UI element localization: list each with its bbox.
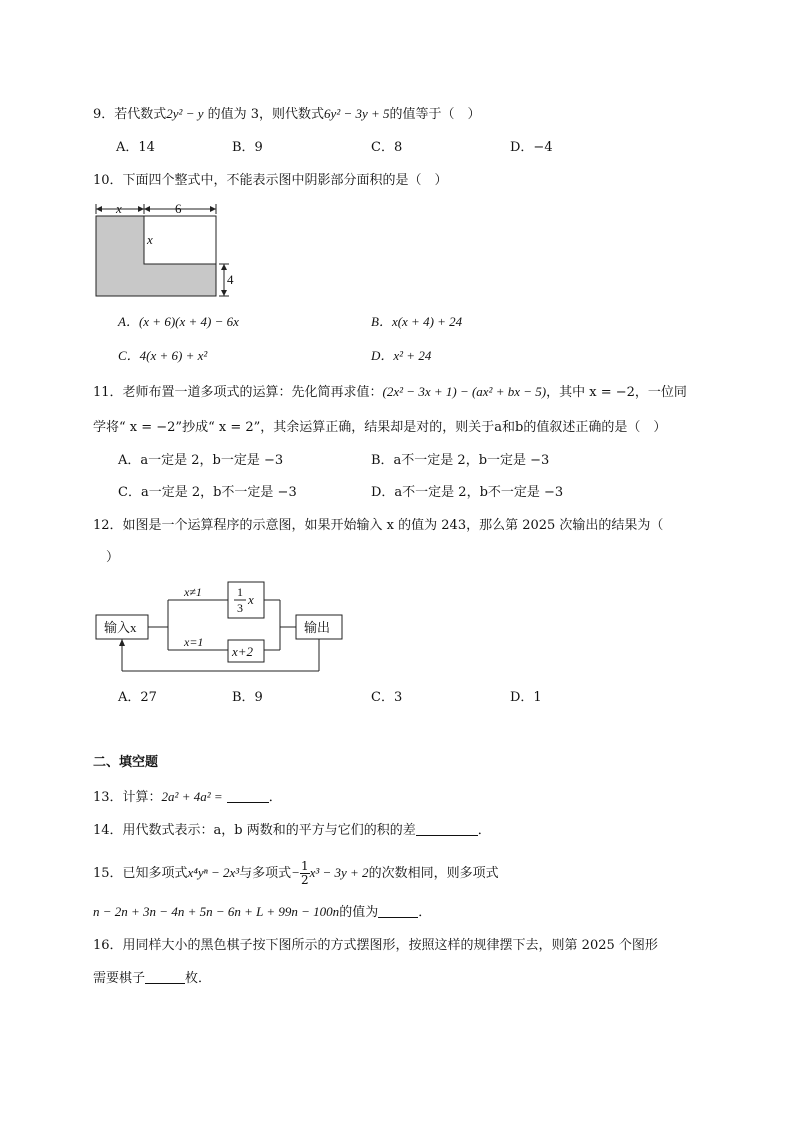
q13-prefix: 13．计算： <box>93 790 162 805</box>
q12-stem-line2: ） <box>106 550 120 565</box>
q15-series-expression: n − 2n + 3n − 4n + 5n − 6n + L + 99n − 100n <box>93 904 340 919</box>
q10-option-a: A．(x + 6)(x + 4) − 6x <box>118 314 239 329</box>
q15-line1-text: 15．已知多项式 <box>93 866 188 881</box>
q12-input-label: 输入x <box>104 620 137 635</box>
q12-op-frac-var: x <box>248 592 254 607</box>
q10-stem: 10．下面四个整式中，不能表示图中阴影部分面积的是（ ） <box>93 173 448 188</box>
q10-option-b: B．x(x + 4) + 24 <box>371 314 463 329</box>
q15-suffix: ． <box>418 905 432 920</box>
q15-expr1: x⁴yⁿ − 2x³ <box>187 865 240 880</box>
q11-line1-text: 11．老师布置一道多项式的运算：先化简再求值： <box>93 385 383 400</box>
q13-expression: 2a² + 4a² = <box>161 789 223 804</box>
q12-cond-ne: x≠1 <box>184 585 202 599</box>
q15-line1-tail: 的次数相同，则多项式 <box>368 866 499 881</box>
q9-number: 9．若代数式 <box>93 107 167 122</box>
q12-option-b: B．9 <box>232 690 263 705</box>
q9-option-b: B．9 <box>232 140 263 155</box>
q15-frac-num: 1 <box>300 859 309 873</box>
q12-output-label: 输出 <box>304 620 331 635</box>
q11-option-b: B．a不一定是 2，b一定是 −3 <box>371 453 550 468</box>
q10-inner-rect <box>144 216 216 264</box>
q11-option-c: C．a一定是 2，b不一定是 −3 <box>118 485 297 500</box>
q12-stem-line1: 12．如图是一个运算程序的示意图，如果开始输入 x 的值为 243，那么第 2025 次输出的结果为（ <box>93 518 664 533</box>
q9-option-d: D．−4 <box>510 140 553 155</box>
q15-expr2: x³ − 3y + 2 <box>309 865 369 880</box>
q15-answer-blank[interactable] <box>378 903 418 918</box>
q16-answer-blank[interactable] <box>145 969 185 984</box>
q16-line2-text: 需要棋子 <box>93 971 146 986</box>
q13-answer-blank[interactable] <box>227 788 269 803</box>
q16-suffix: 枚． <box>185 971 212 986</box>
q11-stem-line1 <box>93 383 687 402</box>
q15-frac-den: 2 <box>300 873 309 887</box>
q9-stem <box>93 105 481 124</box>
q11-option-d: D．a不一定是 2，b不一定是 −3 <box>371 485 564 500</box>
section-fill-in-title: 二、填空题 <box>93 755 159 770</box>
q15-stem-line1: 15．已知多项式x⁴yⁿ − 2x³与多项式− $\frac{1}{2}$ x³ − 3y + 2的次数相同，则多项式 <box>93 859 499 887</box>
q15-stem-line2 <box>93 903 431 922</box>
q10-label-x-inner: x <box>147 232 153 247</box>
q11-option-a: A．a一定是 2，b一定是 −3 <box>118 453 284 468</box>
q14-answer-blank[interactable] <box>416 821 478 836</box>
q16-stem-line2 <box>93 969 211 988</box>
q9-option-a: A．14 <box>116 140 155 155</box>
q12-option-c: C．3 <box>371 690 403 705</box>
q12-flowchart <box>90 578 360 678</box>
q14-text: 14．用代数式表示：a，b 两数和的平方与它们的积的差 <box>93 823 416 838</box>
q12-option-a: A．27 <box>118 690 157 705</box>
q13-suffix: ． <box>268 790 282 805</box>
q9-mid: 的值为 3，则代数式 <box>203 107 325 122</box>
q12-op-add-label: x+2 <box>232 644 254 659</box>
q15-fraction <box>300 860 310 887</box>
q14-stem <box>93 821 491 840</box>
q10-option-c: C．4(x + 6) + x² <box>118 348 208 363</box>
q9-expr1: 2y² − y <box>166 106 204 121</box>
q10-option-d: D．x² + 24 <box>371 348 432 363</box>
q9-tail: 的值等于（ ） <box>389 107 481 122</box>
q12-option-d: D．1 <box>510 690 542 705</box>
q9-expr2: 6y² − 3y + 5 <box>324 106 390 121</box>
q12-op-frac-num: 1 <box>237 585 243 599</box>
q15-line2-tail: 的值为 <box>339 905 379 920</box>
q15-line1-mid: 与多项式 <box>239 866 292 881</box>
q9-option-c: C．8 <box>371 140 403 155</box>
q12-op-frac-den: 3 <box>237 601 243 615</box>
q11-expression: (2x² − 3x + 1) − (ax² + bx − 5) <box>382 384 547 399</box>
q12-cond-eq: x=1 <box>184 635 204 649</box>
q14-suffix: ． <box>477 823 491 838</box>
q16-stem-line1: 16．用同样大小的黑色棋子按下图所示的方式摆图形，按照这样的规律摆下去，则第 2025 个图形 <box>93 938 658 953</box>
q10-label-4: 4 <box>227 272 234 287</box>
q10-shaded-area-figure <box>90 200 250 300</box>
q11-line1-tail: ，其中 x = −2，一位同 <box>546 385 687 400</box>
q10-label-6: 6 <box>175 201 182 216</box>
q11-stem-line2: 学将“ x = −2”抄成“ x = 2”，其余运算正确，结果却是对的，则关于a和b的值叙述正确的是（ ） <box>93 420 667 435</box>
q13-stem <box>93 788 282 807</box>
q10-label-x-top: x <box>116 201 122 216</box>
